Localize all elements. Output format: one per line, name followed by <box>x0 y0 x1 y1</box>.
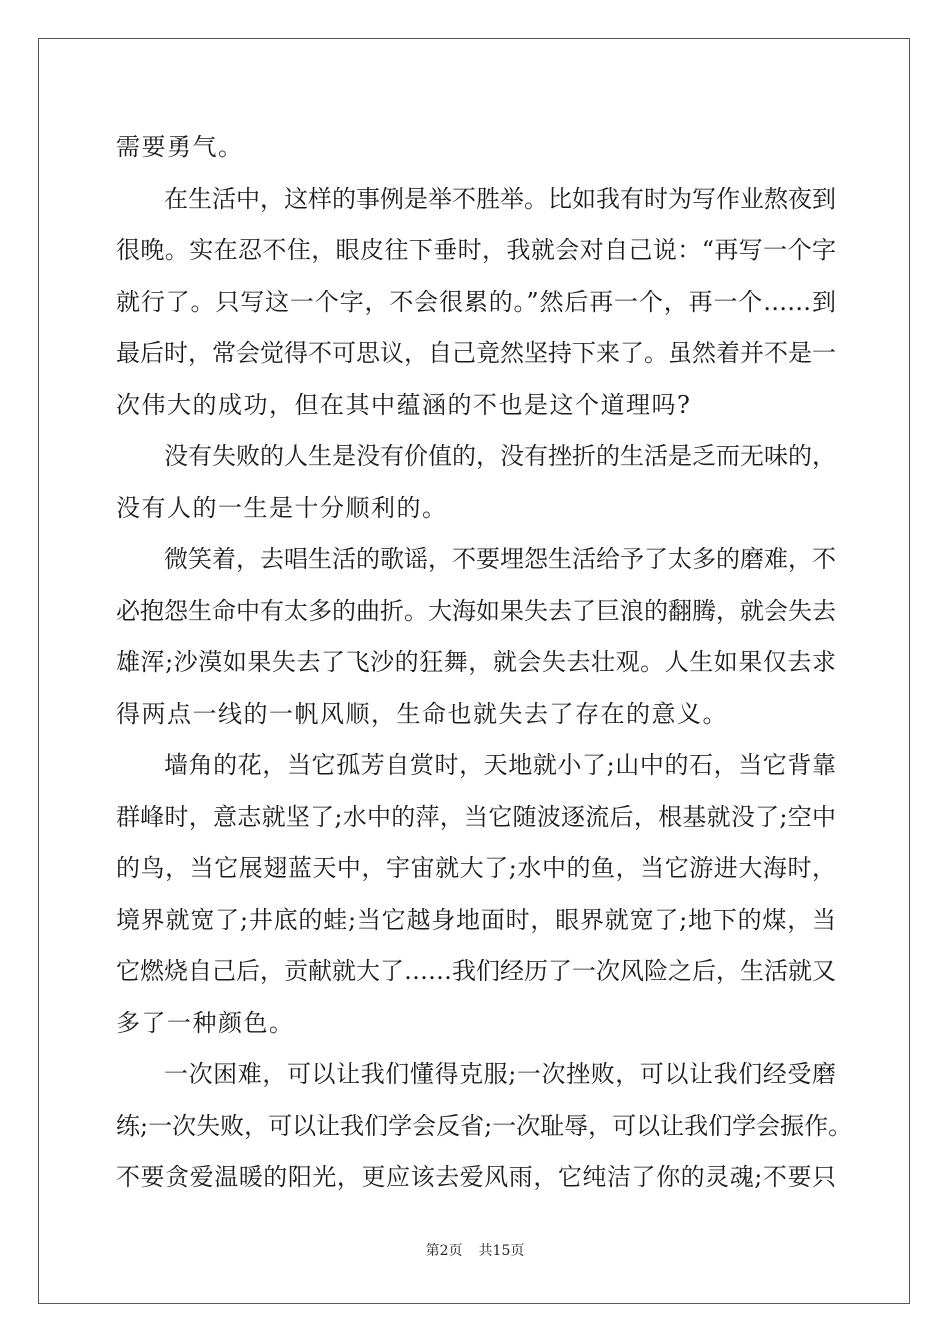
text-line: 境界就宽了;井底的蛙;当它越身地面时，眼界就宽了;地下的煤，当 <box>116 905 836 934</box>
text-line: 必抱怨生命中有太多的曲折。大海如果失去了巨浪的翻腾，就会失去 <box>116 596 836 625</box>
text-line: 需要勇气。 <box>116 133 244 161</box>
text-line: 不要贪爱温暖的阳光，更应该去爱风雨，它纯洁了你的灵魂;不要只 <box>116 1163 836 1191</box>
text-line: 没有人的一生是十分顺利的。 <box>116 493 448 522</box>
text-line: 雄浑;沙漠如果失去了飞沙的狂舞，就会失去壮观。人生如果仅去求 <box>116 648 836 676</box>
text-line: 最后时，常会觉得不可思议，自己竟然坚持下来了。虽然着并不是一 <box>116 339 836 367</box>
text-line: 微笑着，去唱生活的歌谣，不要埋怨生活给予了太多的磨难，不 <box>164 545 836 573</box>
text-line: 的鸟，当它展翅蓝天中，宇宙就大了;水中的鱼，当它游进大海时， <box>116 854 836 882</box>
page-number-current: 第2页 <box>425 1243 463 1259</box>
text-line: 多了一种颜色。 <box>116 1008 295 1037</box>
text-line: 次伟大的成功，但在其中蕴涵的不也是这个道理吗? <box>116 390 692 419</box>
text-line: 就行了。只写这一个字，不会很累的。”然后再一个，再一个……到 <box>116 287 836 316</box>
text-line: 很晚。实在忍不住，眼皮往下垂时，我就会对自己说：“再写一个字 <box>116 236 836 264</box>
page-footer <box>0 1240 950 1260</box>
text-line: 一次困难，可以让我们懂得克服;一次挫败，可以让我们经受磨 <box>164 1060 836 1088</box>
text-line: 墙角的花，当它孤芳自赏时，天地就小了;山中的石，当它背靠 <box>164 751 836 779</box>
text-line: 在生活中，这样的事例是举不胜举。比如我有时为写作业熬夜到 <box>164 184 836 213</box>
text-line: 得两点一线的一帆风顺，生命也就失去了存在的意义。 <box>116 699 728 728</box>
text-line: 练;一次失败，可以让我们学会反省;一次耻辱，可以让我们学会振作。 <box>116 1111 853 1140</box>
document-body <box>116 122 853 1204</box>
text-line: 它燃烧自己后，贡献就大了……我们经历了一次风险之后，生活就又 <box>116 957 836 985</box>
text-line: 没有失败的人生是没有价值的，没有挫折的生活是乏而无味的， <box>164 442 836 470</box>
page-number-total: 共15页 <box>478 1243 525 1259</box>
text-line: 群峰时，意志就坚了;水中的萍，当它随波逐流后，根基就没了;空中 <box>116 802 836 831</box>
